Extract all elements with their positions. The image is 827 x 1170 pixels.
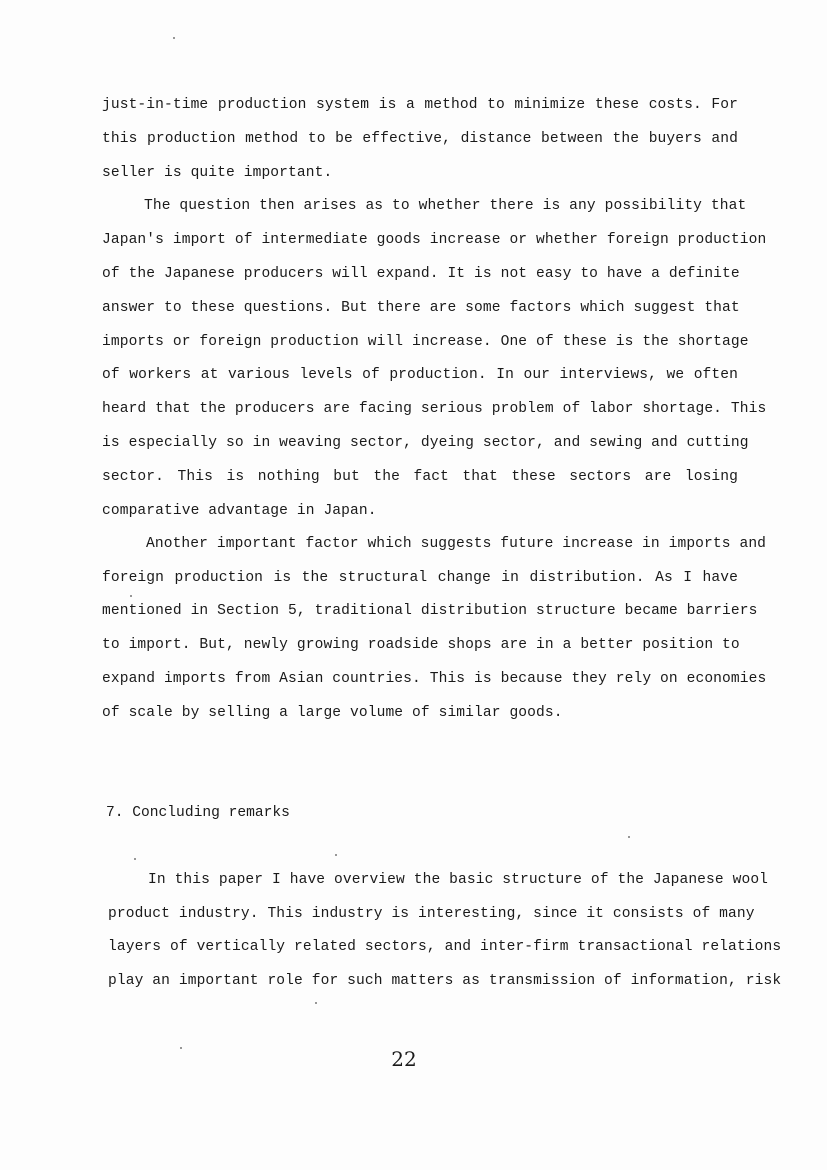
text-line: this production method to be effective, distance between the buyers and: [102, 131, 738, 147]
text-line: The question then arises as to whether there is any possibility that: [144, 198, 747, 214]
text-line: imports or foreign production will increase. One of these is the shortage: [102, 334, 749, 350]
text-line: In this paper I have overview the basic structure of the Japanese wool: [148, 872, 769, 888]
text-line: is especially so in weaving sector, dyeing sector, and sewing and cutting: [102, 435, 749, 451]
text-line: play an important role for such matters as transmission of information, risk: [108, 973, 782, 989]
section-heading: 7. Concluding remarks: [106, 805, 290, 821]
text-line: expand imports from Asian countries. This is because they rely on economies: [102, 671, 767, 687]
text-line: of scale by selling a large volume of similar goods.: [102, 705, 563, 721]
text-line: sector. This is nothing but the fact that these sectors are losing: [102, 469, 738, 485]
text-line: of workers at various levels of production. In our interviews, we often: [102, 367, 738, 383]
scan-speck: [315, 1002, 317, 1004]
text-line: seller is quite important.: [102, 165, 333, 181]
text-line: to import. But, newly growing roadside shops are in a better position to: [102, 637, 740, 653]
text-line: product industry. This industry is interesting, since it consists of many: [108, 906, 755, 922]
scan-speck: [130, 595, 132, 597]
scan-speck: [134, 858, 136, 860]
page-number: 22: [391, 1047, 417, 1071]
text-line: foreign production is the structural change in distribution. As I have: [102, 570, 738, 586]
text-line: heard that the producers are facing serious problem of labor shortage. This: [102, 401, 767, 417]
scan-speck: [173, 37, 175, 39]
text-line: Japan's import of intermediate goods increase or whether foreign production: [102, 232, 767, 248]
scan-speck: [335, 854, 337, 856]
text-line: Another important factor which suggests future increase in imports and: [146, 536, 767, 552]
text-line: comparative advantage in Japan.: [102, 503, 377, 519]
text-line: layers of vertically related sectors, and inter-firm transactional relations: [108, 939, 782, 955]
text-line: just-in-time production system is a method to minimize these costs. For: [102, 97, 738, 113]
text-line: answer to these questions. But there are some factors which suggest that: [102, 300, 740, 316]
text-line: mentioned in Section 5, traditional distribution structure became barriers: [102, 603, 758, 619]
scan-speck: [180, 1047, 182, 1049]
scan-speck: [628, 836, 630, 838]
text-line: of the Japanese producers will expand. It is not easy to have a definite: [102, 266, 740, 282]
